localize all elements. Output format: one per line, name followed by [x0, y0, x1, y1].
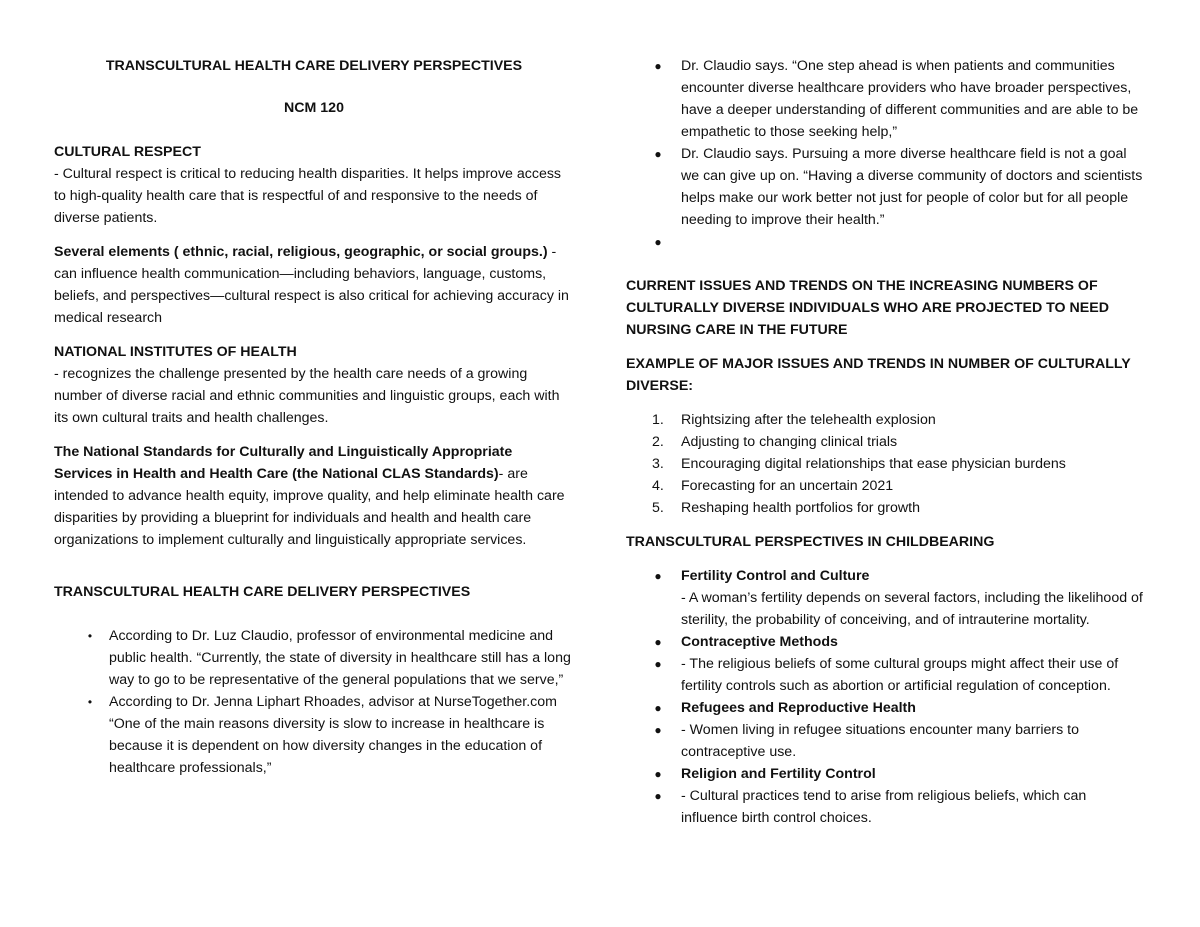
bullet-icon: ●: [654, 723, 662, 737]
bullet-icon: ●: [654, 235, 662, 249]
bullet-icon: ●: [654, 789, 662, 803]
list-item: • According to Dr. Jenna Liphart Rhoades, advisor at NurseTogether.com “One of the main reasons diversity is slow to increase in healthcare is because it is dependent on how diversity changes in the education of healthcare professionals,”: [54, 691, 574, 779]
childbearing-list-2: [626, 631, 1146, 829]
list-item: 5. Reshaping health portfolios for growth: [652, 500, 920, 516]
several-elements-lead: Several elements ( ethnic, racial, religious, geographic, or social groups.): [54, 244, 548, 260]
list-item: 1. Rightsizing after the telehealth explosion: [652, 412, 936, 428]
bullet-icon: ●: [654, 657, 662, 671]
list-item: ● Refugees and Reproductive Health: [626, 697, 1146, 719]
several-elements-body: - can influence health communication—including behaviors, language, customs, beliefs, and perspectives—cultural respect is also critical for achieving accuracy in medical research: [54, 244, 569, 326]
list-item: ● - Cultural practices tend to arise from religious beliefs, which can influence birth control choices.: [626, 785, 1146, 829]
document-title: TRANSCULTURAL HEALTH CARE DELIVERY PERSPECTIVES: [105, 58, 523, 74]
bullet-icon: ●: [654, 701, 662, 715]
list-item: • According to Dr. Luz Claudio, professor of environmental medicine and public health. “Currently, the state of diversity in healthcare still has a long way to go to be representative of the general populations that we serve,”: [54, 625, 574, 691]
bullet-icon: ●: [654, 767, 662, 781]
several-elements-paragraph: [54, 241, 574, 329]
bullet-icon: ●: [654, 147, 662, 161]
example-issues-heading: EXAMPLE OF MAJOR ISSUES AND TRENDS IN NUMBER OF CULTURALLY DIVERSE:: [626, 356, 1131, 394]
list-item: ● - The religious beliefs of some cultural groups might affect their use of fertility controls such as abortion or artificial regulation of conception.: [626, 653, 1146, 697]
perspectives-heading: TRANSCULTURAL HEALTH CARE DELIVERY PERSPECTIVES: [54, 584, 471, 600]
list-item: ● Contraceptive Methods: [626, 631, 1146, 653]
list-item: ● Dr. Claudio says. Pursuing a more diverse healthcare field is not a goal we can give up on. “Having a diverse community of doctors and scientists helps make our work better not just for people of color but for all people needing to improve their health.”: [626, 143, 1146, 231]
bullet-icon: •: [87, 629, 93, 643]
clas-body: - are intended to advance health equity, improve quality, and help eliminate health care disparities by providing a blueprint for individuals and health and health care organizations to implement culturally and linguistically appropriate services.: [54, 466, 565, 548]
list-item: 3. Encouraging digital relationships that ease physician burdens: [652, 456, 1066, 472]
list-item: 4. Forecasting for an uncertain 2021: [652, 478, 894, 494]
list-item: ● - Women living in refugee situations encounter many barriers to contraceptive use.: [626, 719, 1146, 763]
course-code: NCM 120: [284, 100, 344, 116]
trends-list: [626, 409, 1146, 519]
cultural-respect-heading: CULTURAL RESPECT: [54, 144, 201, 160]
right-column: [626, 55, 1146, 829]
bullet-icon: •: [87, 695, 93, 709]
clas-paragraph: [54, 441, 574, 551]
cultural-respect-body: - Cultural respect is critical to reducing health disparities. It helps improve access to high-quality health care that is respectful of and responsive to the needs of diverse patients.: [54, 166, 562, 226]
list-item: ● Fertility Control and Culture: [626, 565, 1146, 587]
childbearing-list: [626, 565, 1146, 587]
list-item: [626, 231, 1146, 253]
left-column: [54, 55, 574, 779]
fertility-body: - A woman’s fertility depends on several factors, including the likelihood of sterility, the probability of conceiving, and of intrauterine mortality.: [681, 590, 1143, 628]
nih-body: - recognizes the challenge presented by the health care needs of a growing number of diverse racial and ethnic communities and linguistic groups, each with its own cultural traits and health challenges.: [54, 366, 560, 426]
clas-lead: The National Standards for Culturally and Linguistically Appropriate Services in Health and Health Care (the National CLAS Standards): [54, 444, 513, 482]
list-item: ● Dr. Claudio says. “One step ahead is when patients and communities encounter diverse healthcare providers who have broader perspectives, have a deeper understanding of different communities and are able to be empathetic to those seeking help,”: [626, 55, 1146, 143]
perspectives-list: [54, 625, 574, 779]
current-issues-heading: CURRENT ISSUES AND TRENDS ON THE INCREASING NUMBERS OF CULTURALLY DIVERSE INDIVIDUALS WHO ARE PROJECTED TO NEED NURSING CARE IN THE FUTURE: [626, 278, 1109, 338]
list-item: 2. Adjusting to changing clinical trials: [652, 434, 898, 450]
bullet-icon: ●: [654, 569, 662, 583]
nih-heading: NATIONAL INSTITUTES OF HEALTH: [54, 344, 297, 360]
childbearing-heading: TRANSCULTURAL PERSPECTIVES IN CHILDBEARING: [626, 534, 995, 550]
list-item: ● Religion and Fertility Control: [626, 763, 1146, 785]
claudio-list: [626, 55, 1146, 253]
bullet-icon: ●: [654, 59, 662, 73]
bullet-icon: ●: [654, 635, 662, 649]
